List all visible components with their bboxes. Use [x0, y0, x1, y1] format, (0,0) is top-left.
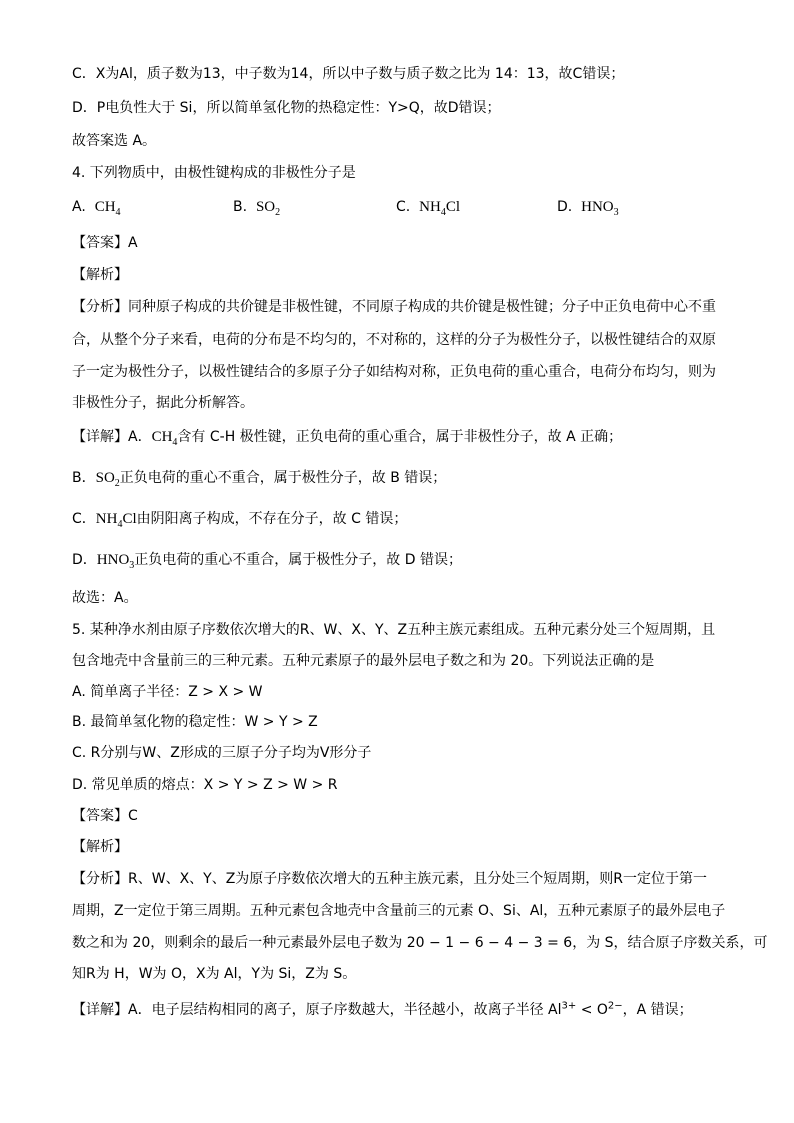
- detail-line-d: D．$HNO_3$正负电荷的重心不重合，属于极性分子，故 D 错误；: [72, 552, 462, 571]
- text-line: 【分析】同种原子构成的共价键是非极性键，不同原子构成的共价键是极性键；分子中正负电荷中心不重: [72, 299, 716, 315]
- detail-line-a: 【详解】A．$CH_4$含有 C-H 极性键，正负电荷的重心重合，属于非极性分子，故 A 正确；: [72, 429, 623, 448]
- text-line: 【分析】R、W、X、Y、Z为原子序数依次增大的五种主族元素，且分处三个短周期，则R一定位于第一: [72, 871, 708, 887]
- detail-line-c: C．$NH_4Cl$由阴阳离子构成，不存在分子，故 C 错误；: [72, 511, 408, 530]
- option-b: B. $SO_2$: [233, 199, 281, 218]
- option-d: D. $HNO_3$: [557, 199, 619, 218]
- option-a: A. 简单离子半径：Z > X > W: [72, 684, 263, 700]
- option-a: A. $CH_4$: [72, 199, 121, 218]
- text-line: 数之和为 20，则剩余的最后一种元素最外层电子数为 20 − 1 − 6 − 4 − 3 = 6，为 S，结合原子序数关系，可: [72, 935, 768, 951]
- text-line: 故选：A。: [72, 590, 138, 606]
- analysis-tag: 【解析】: [72, 267, 128, 283]
- option-c: C. $NH_4Cl$: [396, 199, 460, 218]
- text-line: 知R为 H，W为 O，X为 Al，Y为 Si，Z为 S。: [72, 966, 357, 982]
- option-c: C. R分别与W、Z形成的三原子分子均为V形分子: [72, 745, 372, 761]
- text-line: C．X为Al，质子数为13，中子数为14，所以中子数与质子数之比为 14：13，故C错误；: [72, 66, 625, 82]
- formula-nh4cl: $NH_4Cl$: [419, 199, 460, 218]
- detail-line-a: 【详解】A．电子层结构相同的离子，原子序数越大，半径越小，故离子半径 $Al^{3+} < O^{2-}$，A 错误；: [72, 1000, 693, 1018]
- text-line: 周期，Z一定位于第三周期。五种元素包含地壳中含量前三的元素 O、Si、Al，五种元素原子的最外层电子: [72, 903, 726, 919]
- answer-tag: 【答案】A: [72, 235, 138, 251]
- formula-hno3: $HNO_3$: [581, 199, 619, 218]
- text-line: 非极性分子，据此分析解答。: [72, 395, 254, 411]
- formula-ch4: $CH_4$: [94, 199, 121, 218]
- text-line: D．P电负性大于 Si，所以简单氢化物的热稳定性：Y>Q，故D错误；: [72, 100, 501, 116]
- detail-line-b: B．$SO_2$正负电荷的重心不重合，属于极性分子，故 B 错误；: [72, 470, 447, 489]
- analysis-tag: 【解析】: [72, 839, 128, 855]
- text-line: 合，从整个分子来看，电荷的分布是不均匀的，不对称的，这样的分子为极性分子，以极性键结合的双原: [72, 332, 716, 348]
- question-5-stem: 5. 某种净水剂由原子序数依次增大的R、W、X、Y、Z五种主族元素组成。五种元素分处三个短周期，且: [72, 622, 716, 638]
- option-b: B. 最简单氢化物的稳定性：W > Y > Z: [72, 714, 318, 730]
- option-d: D. 常见单质的熔点：X > Y > Z > W > R: [72, 777, 338, 793]
- text-line: 子一定为极性分子，以极性键结合的多原子分子如结构对称，正负电荷的重心重合，电荷分布均匀，则为: [72, 364, 716, 380]
- question-4-stem: 4. 下列物质中，由极性键构成的非极性分子是: [72, 165, 356, 181]
- question-5-stem: 包含地壳中含量前三的三种元素。五种元素原子的最外层电子数之和为 20。下列说法正确的是: [72, 653, 655, 669]
- answer-tag: 【答案】C: [72, 808, 138, 824]
- text-line: 故答案选 A。: [72, 133, 157, 149]
- formula-so2: $SO_2$: [255, 199, 281, 218]
